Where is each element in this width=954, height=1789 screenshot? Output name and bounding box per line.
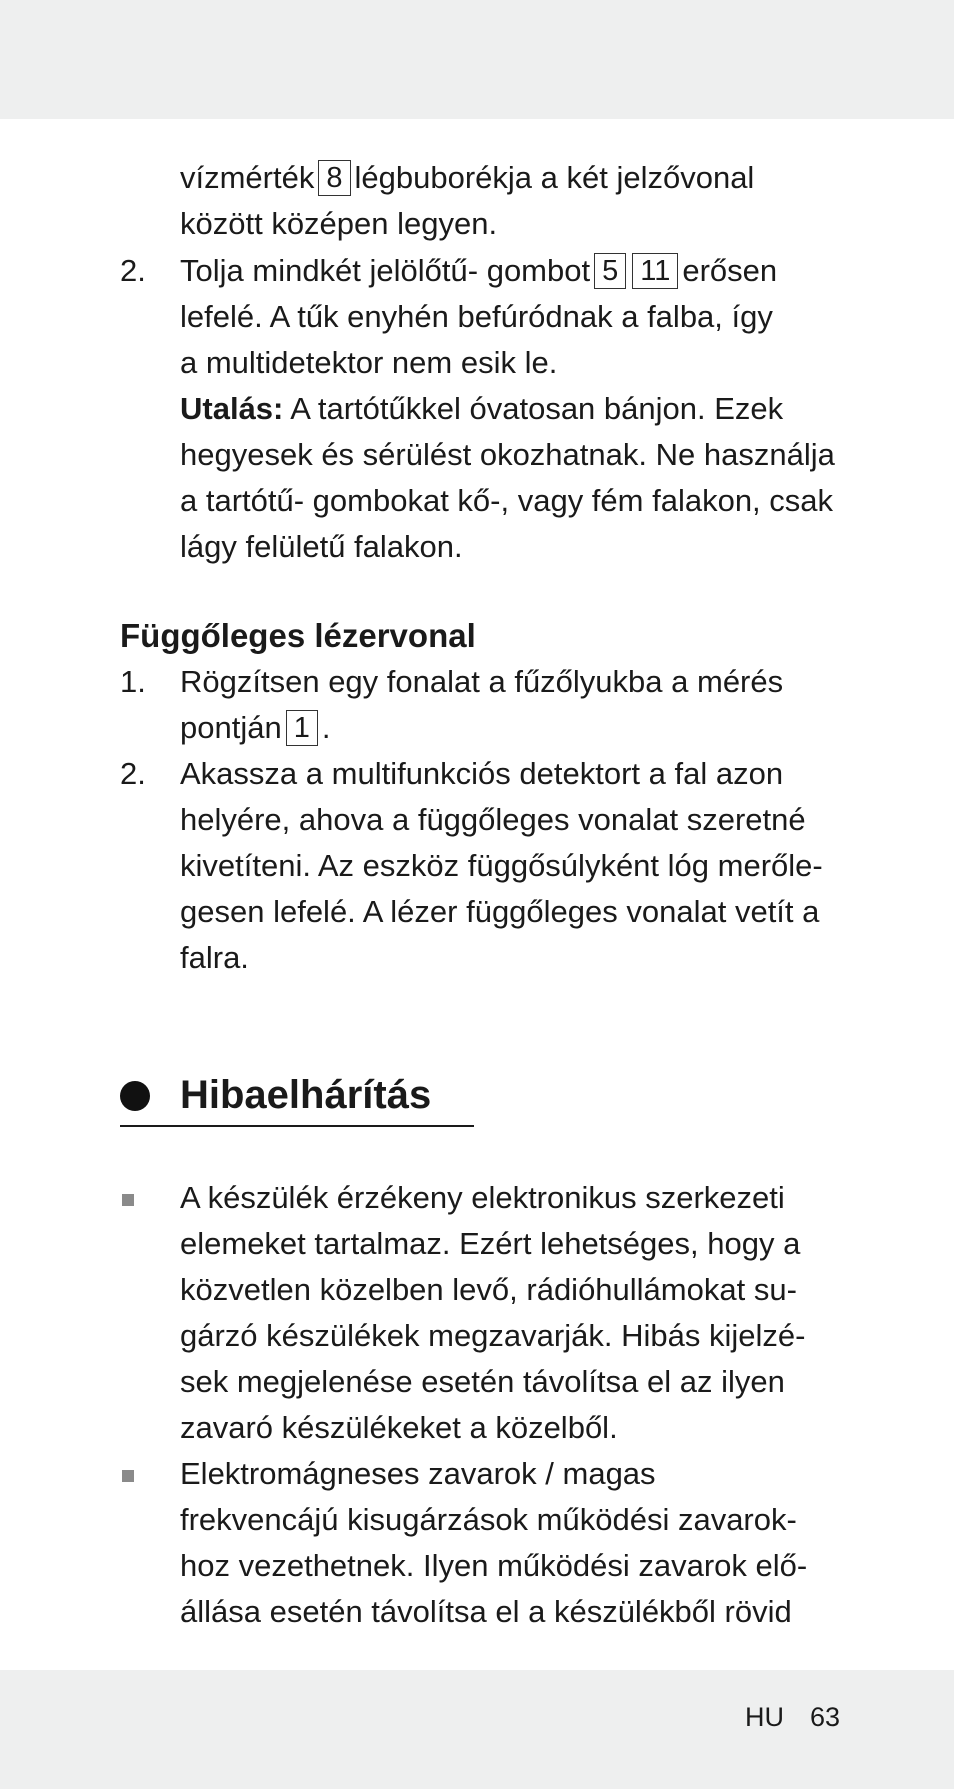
square-bullet-icon: [122, 1470, 134, 1482]
bullet-dot-icon: [120, 1081, 150, 1111]
text-line: vízmérték 8 légbuborékja a két jelzővonal: [180, 160, 755, 195]
ref-box: 8: [318, 160, 350, 196]
footer-language: HU: [745, 1702, 784, 1732]
text-line: a multidetektor nem esik le.: [180, 345, 558, 380]
ref-box: 1: [286, 710, 318, 746]
text-line: falra.: [180, 940, 249, 975]
text-line: helyére, ahova a függőleges vonalat szeretné: [180, 802, 806, 837]
subsection-heading: Függőleges lézervonal: [120, 617, 476, 654]
section-title: Hibaelhárítás: [120, 1065, 474, 1127]
bullet-line: sek megjelenése esetén távolítsa el az ilyen: [180, 1364, 785, 1399]
text-line: kivetíteni. Az eszköz függősúlyként lóg merőle-: [180, 848, 823, 883]
text-line: Tolja mindkét jelölőtű- gombot 5 11 erősen: [180, 253, 778, 288]
page-number: 63: [810, 1702, 841, 1732]
note-label: Utalás:: [180, 391, 284, 426]
step-number: 1.: [120, 664, 146, 699]
bullet-line: zavaró készülékeket a közelből.: [180, 1410, 618, 1445]
text-line: Rögzítsen egy fonalat a fűzőlyukba a mérés: [180, 664, 784, 699]
bullet-line: frekvencájú kisugárzások működési zavarok-: [180, 1502, 797, 1537]
header-band: [0, 0, 954, 119]
ref-box: 5: [594, 253, 626, 289]
text-line: gesen lefelé. A lézer függőleges vonalat vetít a: [180, 894, 820, 929]
text-line: között középen legyen.: [180, 206, 498, 241]
bullet-line: állása esetén távolítsa el a készülékből rövid: [180, 1594, 792, 1629]
text-line: lefelé. A tűk enyhén befúródnak a falba, így: [180, 299, 773, 334]
text-line: hegyesek és sérülést okozhatnak. Ne használja: [180, 437, 835, 472]
bullet-line: Elektromágneses zavarok / magas: [180, 1456, 656, 1491]
ref-box: 11: [632, 253, 678, 289]
bullet-line: A készülék érzékeny elektronikus szerkezeti: [180, 1180, 785, 1215]
text-line: a tartótű- gombokat kő-, vagy fém falakon, csak: [180, 483, 834, 518]
bullet-line: közvetlen közelben levő, rádióhullámokat su-: [180, 1272, 797, 1307]
bullet-line: hoz vezethetnek. Ilyen működési zavarok elő-: [180, 1548, 808, 1583]
step-number: 2.: [120, 756, 146, 791]
text-line: Akassza a multifunkciós detektort a fal azon: [180, 756, 784, 791]
note-line: Utalás: A tartótűkkel óvatosan bánjon. Ezek: [180, 391, 784, 426]
step-number: 2.: [120, 253, 146, 288]
text-line: pontján 1 .: [180, 710, 331, 745]
square-bullet-icon: [122, 1194, 134, 1206]
bullet-line: gárzó készülékek megzavarják. Hibás kijelzé-: [180, 1318, 806, 1353]
text-line: lágy felületű falakon.: [180, 529, 463, 564]
bullet-line: elemeket tartalmaz. Ezért lehetséges, hogy a: [180, 1226, 801, 1261]
